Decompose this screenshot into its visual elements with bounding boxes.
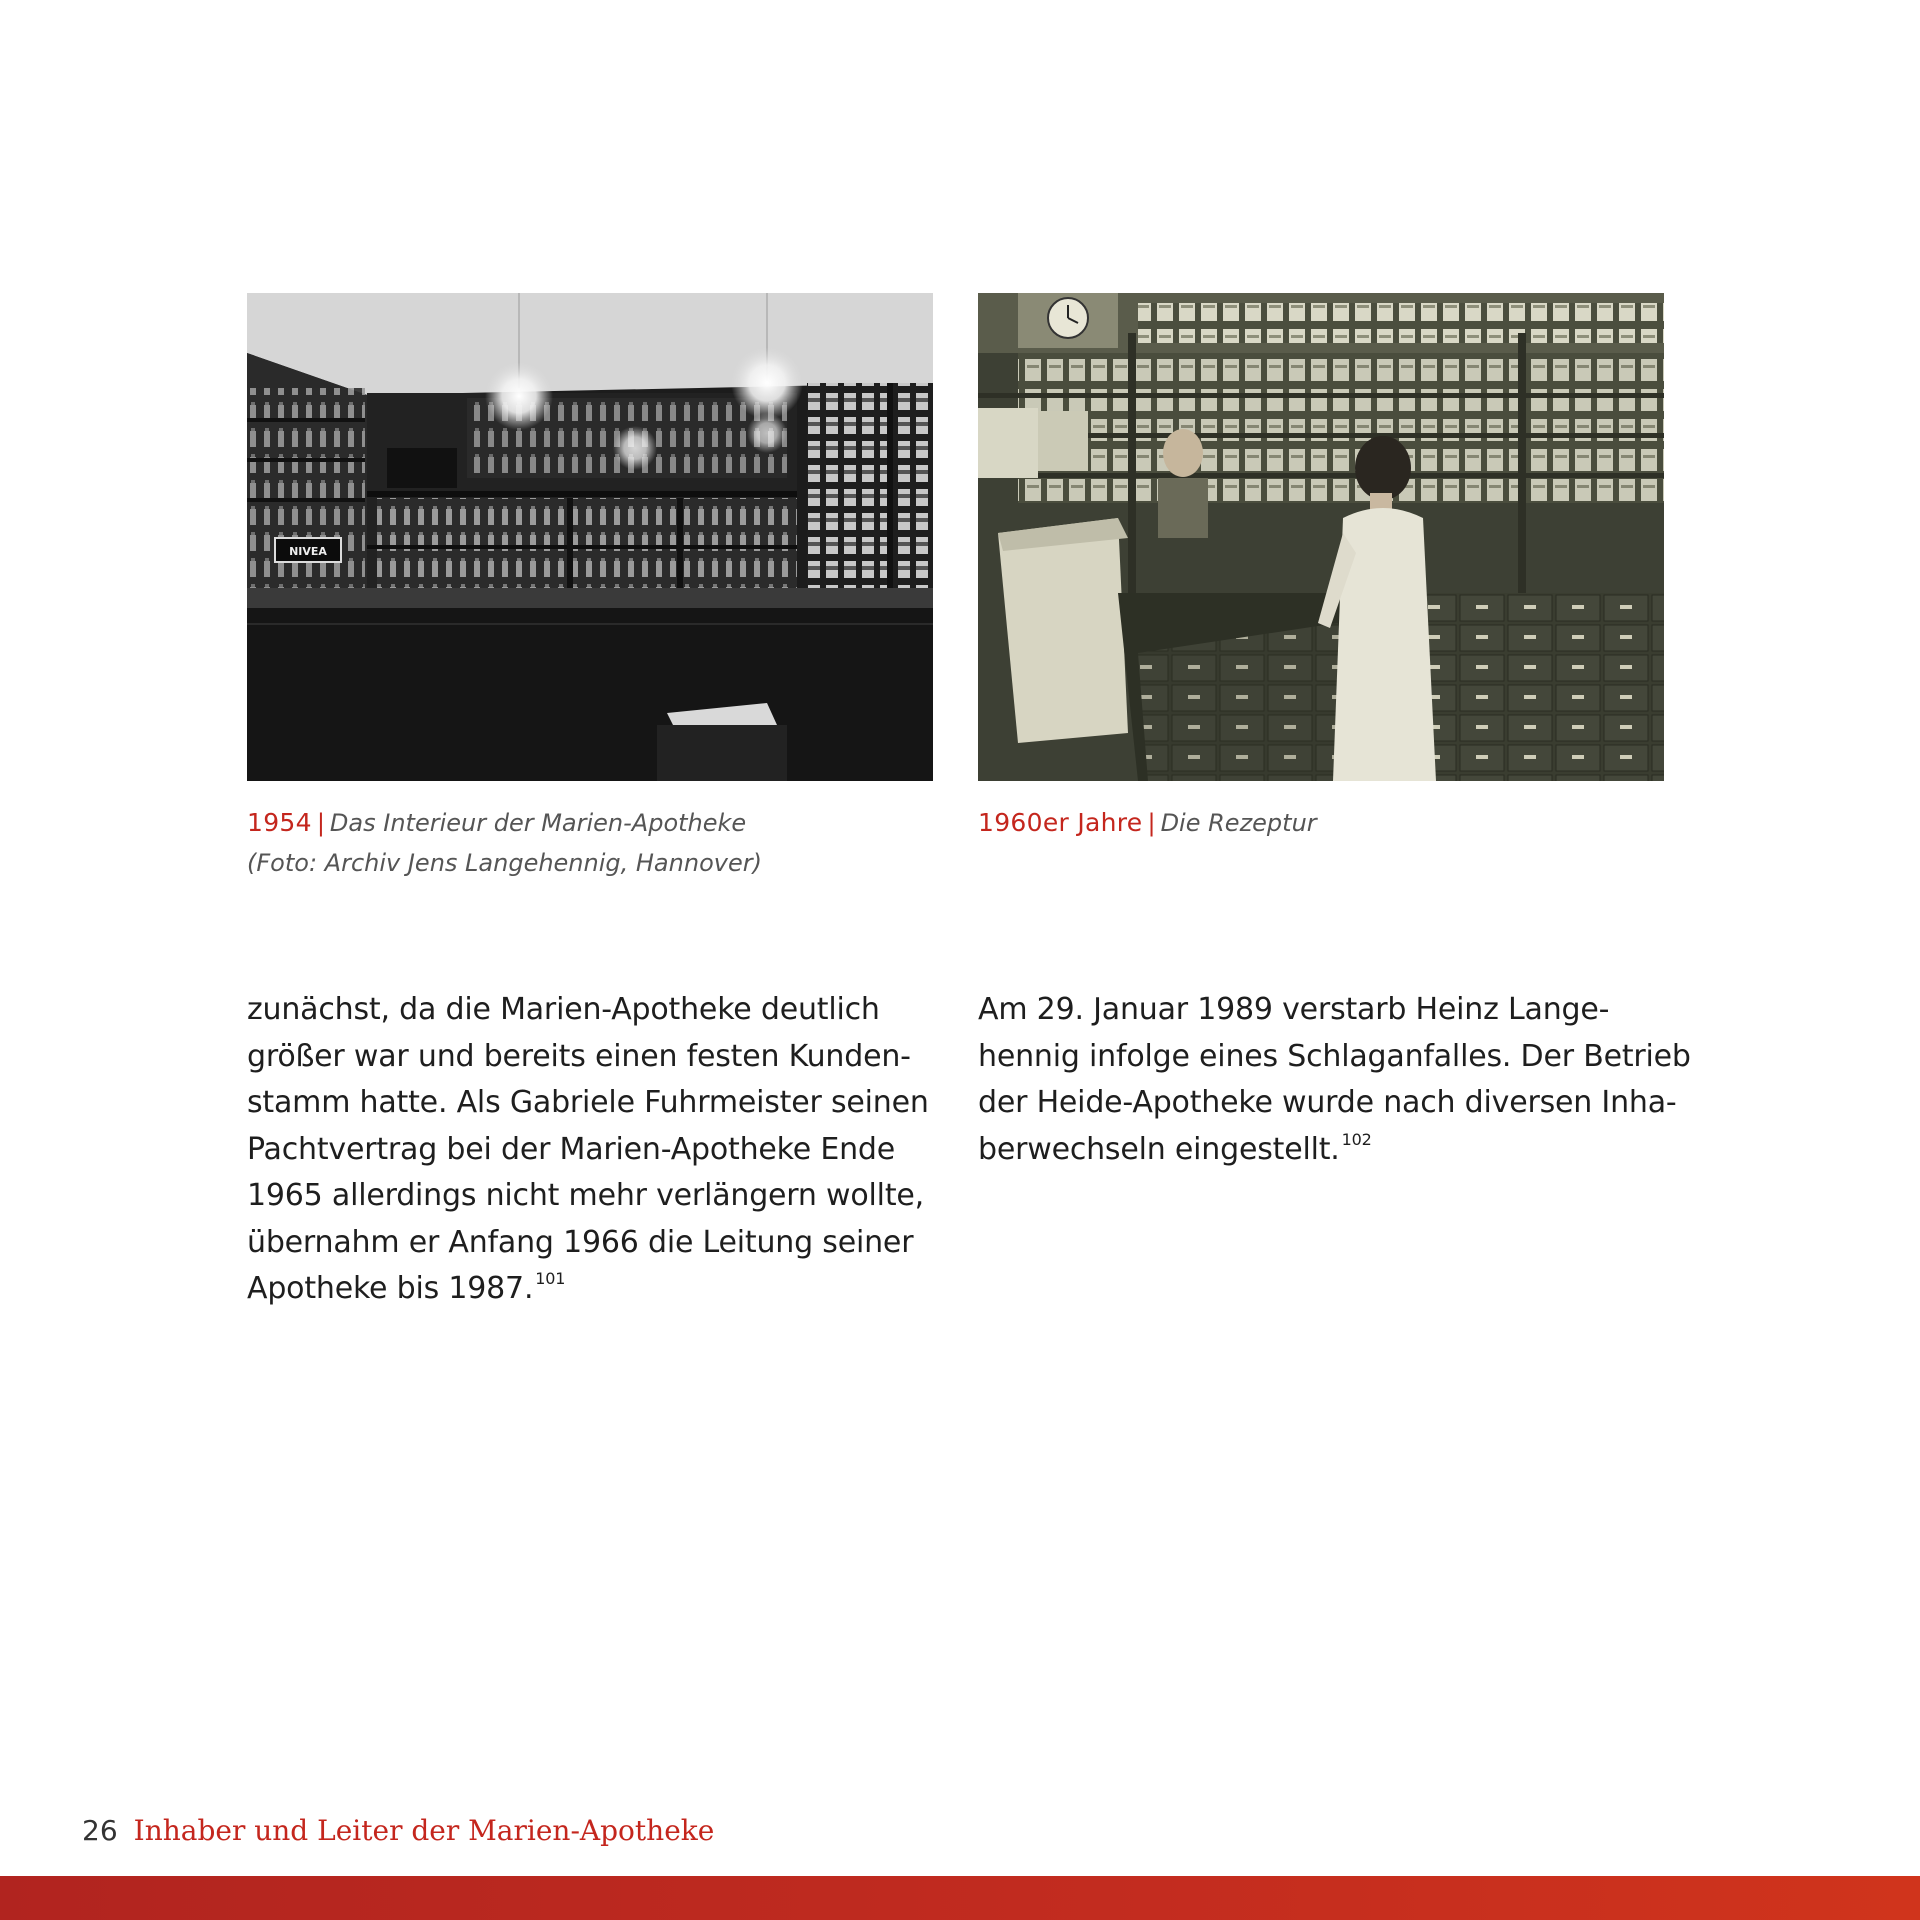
text-line: 1965 allerdings nicht mehr verlängern wollte, [247,1178,924,1213]
text-line: größer war und bereits einen festen Kunden- [247,1038,911,1074]
figure-caption-1960s [978,803,1668,843]
body-column-left [247,987,937,1313]
text-line: Am 29. Januar 1989 verstarb Heinz Lange- [978,992,1610,1027]
photo-1954-pharmacy-interior [247,293,933,781]
text-line: stamm hatte. Als Gabriele Fuhrmeister seinen [247,1085,929,1120]
text-line: Pachtvertrag bei der Marien-Apotheke Ende [247,1131,896,1167]
footer-color-band [0,1876,1920,1920]
text-line: hennig infolge eines Schlaganfalles. Der Betrieb [978,1038,1691,1074]
caption-text: Die Rezeptur [1160,809,1317,837]
text-line-last [978,1127,1668,1174]
footnote-reference[interactable]: 101 [535,1269,566,1288]
nivea-sign-text: NIVEA [289,545,327,558]
text-line: Apotheke bis 1987. [247,1271,534,1306]
page-footer [82,1814,714,1847]
photo-1960s-prescription-lab [978,293,1664,781]
text-line: berwechseln eingestellt. [978,1131,1340,1167]
running-title: Inhaber und Leiter der Marien-Apotheke [133,1814,715,1847]
text-line-last [247,1266,937,1313]
caption-text: Das Interieur der Marien-Apotheke [329,809,747,837]
text-line: der Heide-Apotheke wurde nach diversen Inha- [978,1085,1677,1120]
figure-caption-1954 [247,803,937,883]
text-line: übernahm er Anfang 1966 die Leitung seiner [247,1224,914,1260]
caption-year: 1954 [247,808,312,837]
body-column-right [978,987,1691,1173]
caption-separator: | [1147,809,1156,837]
caption-year: 1960er Jahre [978,808,1143,837]
text-line: zunächst, da die Marien-Apotheke deutlich [247,992,880,1027]
caption-separator: | [316,809,325,837]
page-number: 26 [82,1814,118,1847]
footnote-reference[interactable]: 102 [1341,1129,1372,1149]
photo-credit: (Foto: Archiv Jens Langehennig, Hannover) [247,849,762,877]
